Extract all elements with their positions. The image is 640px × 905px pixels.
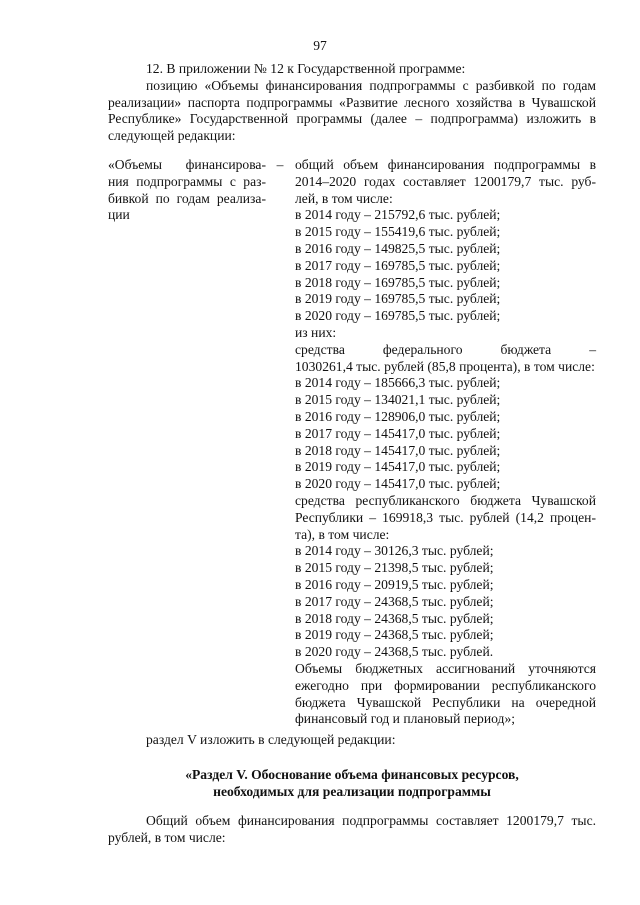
republic-year-2020: в 2020 году – 24368,5 тыс. рублей. bbox=[295, 644, 494, 660]
republic-year-2015: в 2015 году – 21398,5 тыс. рублей; bbox=[295, 560, 494, 576]
federal-words-line bbox=[295, 342, 596, 359]
federal-word: – bbox=[589, 341, 596, 357]
federal-year-2017: в 2017 году – 145417,0 тыс. рублей; bbox=[295, 425, 501, 441]
federal-year-2016: в 2016 году – 128906,0 тыс. рублей; bbox=[295, 408, 501, 424]
total-year-2019: в 2019 году – 169785,5 тыс. рублей; bbox=[295, 291, 501, 307]
total-year-2014: в 2014 году – 215792,6 тыс. рублей; bbox=[295, 207, 501, 223]
federal-year-2020: в 2020 году – 145417,0 тыс. рублей; bbox=[295, 476, 501, 492]
republic-year-2017: в 2017 году – 24368,5 тыс. рублей; bbox=[295, 593, 494, 609]
federal-year-2015: в 2015 году – 134021,1 тыс. рублей; bbox=[295, 392, 501, 408]
federal-word: федерального bbox=[382, 341, 463, 357]
section-title bbox=[108, 767, 596, 801]
total-year-2016: в 2016 году – 149825,5 тыс. рублей; bbox=[295, 240, 501, 256]
total-year-2017: в 2017 году – 169785,5 тыс. рублей; bbox=[295, 257, 501, 273]
total-by-year-list bbox=[295, 207, 596, 325]
total-paragraph: Общий объем финансирования подпрограммы составляет 1200179,7 тыс. рублей, в том числе: bbox=[108, 813, 596, 845]
republic-year-2014: в 2014 году – 30126,3 тыс. рублей; bbox=[295, 543, 494, 559]
federal-financing-text: 1030261,4 тыс. рублей (85,8 процента), в том числе: bbox=[295, 358, 595, 374]
federal-year-2019: в 2019 году – 145417,0 тыс. рублей; bbox=[295, 459, 501, 475]
republic-by-year-list bbox=[295, 543, 596, 661]
federal-by-year-list bbox=[295, 375, 596, 493]
passport-label: «Объемы финансирова-ния подпрограммы с раз-бивкой по годам реализа-ции bbox=[108, 157, 266, 223]
intro-text: позицию «Объемы финансирования подпрограммы с разбивкой по годам реализации» паспорта подпрограммы «Развитие лесного хозяйства в Чувашской Республике» Государственной программы (далее – подпрограмма) изложить в следующей редакции: bbox=[108, 77, 596, 144]
passport-dash: – bbox=[276, 157, 284, 172]
of-them-label: из них: bbox=[295, 324, 337, 340]
intro-block bbox=[108, 61, 596, 145]
federal-word: бюджета bbox=[500, 341, 552, 357]
total-year-2020: в 2020 году – 169785,5 тыс. рублей; bbox=[295, 308, 501, 324]
page-number: 97 bbox=[313, 38, 327, 53]
total-year-2018: в 2018 году – 169785,5 тыс. рублей; bbox=[295, 274, 501, 290]
total-financing-text: общий объем финансирования подпрограммы в 2014–2020 годах составляет 1200179,7 тыс. руб-лей, в том числе: bbox=[295, 157, 596, 206]
intro-heading: 12. В приложении № 12 к Государственной программе: bbox=[146, 61, 466, 76]
republic-financing-text: средства республиканского бюджета Чувашской Республики – 169918,3 тыс. рублей (14,2 процен-та), в том числе: bbox=[295, 492, 596, 542]
total-year-2015: в 2015 году – 155419,6 тыс. рублей; bbox=[295, 224, 501, 240]
section-title-line-2: необходимых для реализации подпрограммы bbox=[213, 783, 491, 799]
budget-note: Объемы бюджетных ассигнований уточняются ежегодно при формировании республиканского бюджета Чувашской Республики на очередной финансовый год и плановый период»; bbox=[295, 660, 596, 727]
republic-year-2018: в 2018 году – 24368,5 тыс. рублей; bbox=[295, 610, 494, 626]
section-instruction-block bbox=[108, 732, 596, 749]
federal-word: средства bbox=[295, 341, 345, 357]
federal-year-2014: в 2014 году – 185666,3 тыс. рублей; bbox=[295, 375, 501, 391]
total-paragraph-block bbox=[108, 813, 596, 847]
section-instruction: раздел V изложить в следующей редакции: bbox=[146, 732, 396, 747]
republic-year-2019: в 2019 году – 24368,5 тыс. рублей; bbox=[295, 627, 494, 643]
section-title-line-1: «Раздел V. Обоснование объема финансовых ресурсов, bbox=[185, 767, 519, 782]
passport-value bbox=[295, 157, 596, 728]
republic-year-2016: в 2016 году – 20919,5 тыс. рублей; bbox=[295, 576, 494, 592]
federal-year-2018: в 2018 году – 145417,0 тыс. рублей; bbox=[295, 442, 501, 458]
